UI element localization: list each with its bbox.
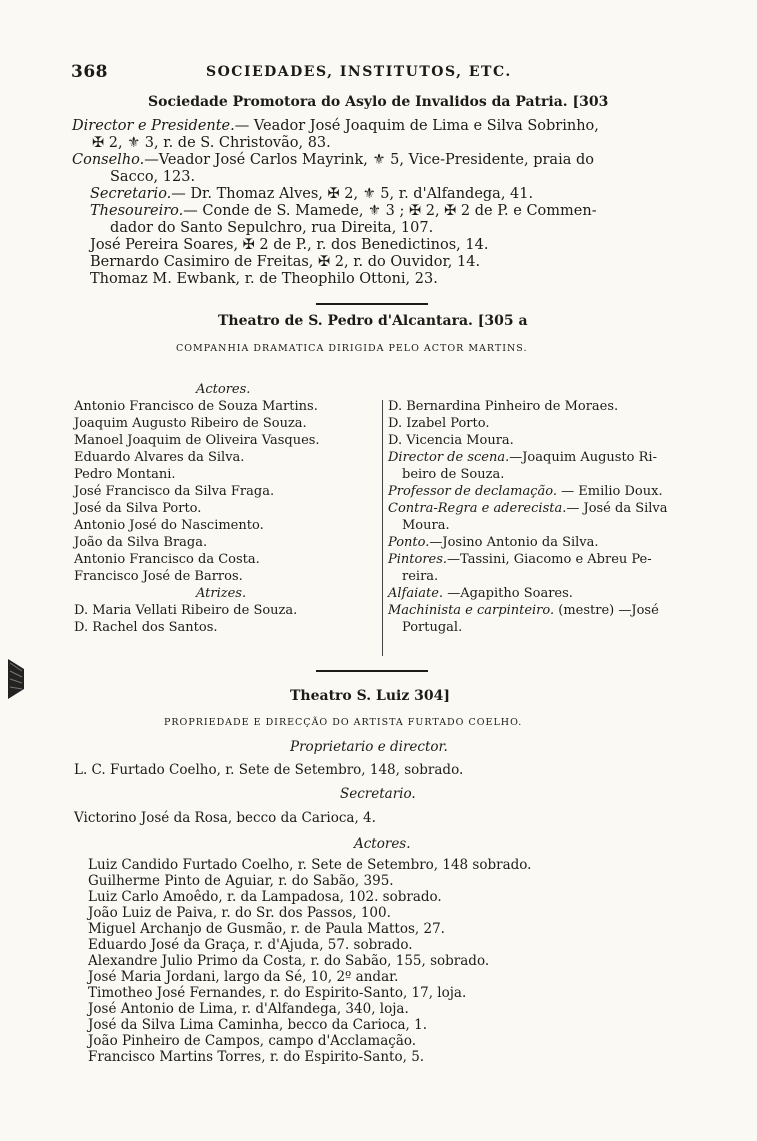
- sec1-line-1: Director e Presidente.— Veador José Joaquim de Lima e Silva Sobrinho,: [72, 118, 599, 134]
- sec1-line-10: Thomaz M. Ewbank, r. de Theophilo Ottoni, 23.: [90, 271, 438, 287]
- list-item: João Pinheiro de Campos, campo d'Acclamação.: [88, 1033, 417, 1049]
- list-item: D. Rachel dos Santos.: [74, 620, 218, 635]
- list-item: beiro de Souza.: [402, 467, 505, 482]
- sec1-line-9: Bernardo Casimiro de Freitas, ✠ 2, r. do Ouvidor, 14.: [90, 254, 481, 270]
- list-item: Machinista e carpinteiro. (mestre) —José: [388, 603, 659, 618]
- list-item: Antonio Francisco da Costa.: [74, 552, 260, 567]
- section3-subtitle: PROPRIEDADE E DIRECÇÃO DO ARTISTA FURTADO COELHO.: [164, 717, 523, 728]
- section2-title: Theatro de S. Pedro d'Alcantara. [305 a: [218, 313, 528, 329]
- list-item: Professor de declamação. — Emilio Doux.: [388, 484, 663, 499]
- bookmark-tab-icon: [6, 655, 28, 703]
- list-item: Luiz Candido Furtado Coelho, r. Sete de Setembro, 148 sobrado.: [88, 857, 532, 873]
- list-item: Portugal.: [402, 620, 463, 635]
- section1-title: Sociedade Promotora do Asylo de Invalidos da Patria. [303: [148, 94, 609, 110]
- sec1-line-8: José Pereira Soares, ✠ 2 de P., r. dos Benedictinos, 14.: [90, 237, 489, 253]
- list-item: Alexandre Julio Primo da Costa, r. do Sabão, 155, sobrado.: [88, 953, 490, 969]
- list-item: Antonio Francisco de Souza Martins.: [74, 399, 318, 414]
- list-item: Francisco José de Barros.: [74, 569, 243, 584]
- column-divider: [382, 400, 383, 656]
- divider: [316, 670, 428, 672]
- list-item: João da Silva Braga.: [74, 535, 208, 550]
- actores-list: [74, 398, 320, 636]
- list-item: reira.: [402, 569, 439, 584]
- list-item: Manoel Joaquim de Oliveira Vasques.: [74, 433, 320, 448]
- divider: [316, 303, 428, 305]
- list-item: Contra-Regra e aderecista.— José da Silva: [388, 501, 668, 516]
- list-item: José Francisco da Silva Fraga.: [74, 484, 275, 499]
- page-number: 368: [71, 62, 108, 82]
- list-item: Timotheo José Fernandes, r. do Espirito-Santo, 17, loja.: [88, 985, 467, 1001]
- sec1-line-7: dador do Santo Sepulchro, rua Direita, 107.: [110, 220, 434, 236]
- list-item: Pedro Montani.: [74, 467, 176, 482]
- proprietario-heading: Proprietario e director.: [290, 739, 448, 755]
- list-item: Moura.: [402, 518, 450, 533]
- list-item: Alfaiate. —Agapitho Soares.: [388, 586, 573, 601]
- list-item: Francisco Martins Torres, r. do Espirito-Santo, 5.: [88, 1049, 425, 1065]
- list-item: Eduardo José da Graça, r. d'Ajuda, 57. sobrado.: [88, 937, 413, 953]
- proprietario-entry: L. C. Furtado Coelho, r. Sete de Setembro, 148, sobrado.: [74, 762, 464, 778]
- section3-title: Theatro S. Luiz 304]: [290, 688, 451, 704]
- secretario-entry: Victorino José da Rosa, becco da Carioca, 4.: [74, 810, 376, 826]
- list-item: D. Vicencia Moura.: [388, 433, 514, 448]
- list-item: Ponto.—Josino Antonio da Silva.: [388, 535, 599, 550]
- list-item: Antonio José do Nascimento.: [74, 518, 264, 533]
- actores-heading: Actores.: [196, 382, 251, 397]
- list-item: Luiz Carlo Amoêdo, r. da Lampadosa, 102. sobrado.: [88, 889, 442, 905]
- secretario-heading: Secretario.: [340, 786, 416, 802]
- list-item: Guilherme Pinto de Aguiar, r. do Sabão, 395.: [88, 873, 394, 889]
- sec1-line-3: Conselho.—Veador José Carlos Mayrink, ⚜ 5, Vice-Presidente, praia do: [72, 152, 594, 168]
- list-item: João Luiz de Paiva, r. do Sr. dos Passos, 100.: [88, 905, 391, 921]
- running-title: SOCIEDADES, INSTITUTOS, ETC.: [206, 64, 512, 80]
- actores-s-luiz-heading: Actores.: [354, 836, 411, 852]
- actores-s-luiz-list: [88, 857, 531, 1065]
- list-item: D. Izabel Porto.: [388, 416, 490, 431]
- crew-list: [388, 398, 668, 636]
- list-item: D. Maria Vellati Ribeiro de Souza.: [74, 603, 298, 618]
- atrizes-heading: Atrizes.: [196, 586, 247, 601]
- list-item: José da Silva Porto.: [74, 501, 202, 516]
- list-item: José Antonio de Lima, r. d'Alfandega, 340, loja.: [88, 1001, 409, 1017]
- sec1-line-4: Sacco, 123.: [110, 169, 196, 185]
- list-item: Director de scena.—Joaquim Augusto Ri-: [388, 450, 657, 465]
- list-item: Joaquim Augusto Ribeiro de Souza.: [74, 416, 307, 431]
- list-item: Eduardo Alvares da Silva.: [74, 450, 245, 465]
- list-item: José da Silva Lima Caminha, becco da Carioca, 1.: [88, 1017, 428, 1033]
- sec1-line-5: Secretario.— Dr. Thomaz Alves, ✠ 2, ⚜ 5, r. d'Alfandega, 41.: [90, 186, 534, 202]
- section2-subtitle: COMPANHIA DRAMATICA DIRIGIDA PELO ACTOR MARTINS.: [176, 343, 528, 354]
- list-item: Miguel Archanjo de Gusmão, r. de Paula Mattos, 27.: [88, 921, 445, 937]
- sec1-line-2: ✠ 2, ⚜ 3, r. de S. Christovão, 83.: [92, 135, 331, 151]
- list-item: José Maria Jordani, largo da Sé, 10, 2º andar.: [88, 969, 399, 985]
- sec1-line-6: Thesoureiro.— Conde de S. Mamede, ⚜ 3 ; ✠ 2, ✠ 2 de P. e Commen-: [90, 203, 597, 219]
- list-item: D. Bernardina Pinheiro de Moraes.: [388, 399, 619, 414]
- list-item: Pintores.—Tassini, Giacomo e Abreu Pe-: [388, 552, 652, 567]
